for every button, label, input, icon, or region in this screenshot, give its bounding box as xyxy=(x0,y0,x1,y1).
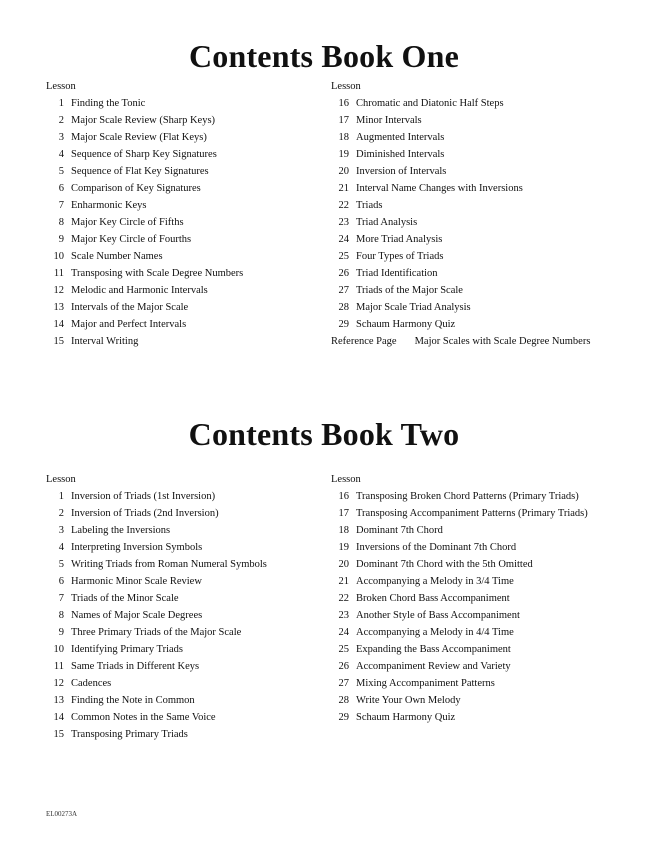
lesson-item xyxy=(46,675,267,692)
lesson-item xyxy=(46,624,267,641)
lesson-title: Cadences xyxy=(71,678,112,689)
lesson-number: 2 xyxy=(58,508,64,519)
lesson-number: 18 xyxy=(338,132,349,143)
lesson-number: 19 xyxy=(338,542,349,553)
lesson-number: 7 xyxy=(58,200,64,211)
lesson-number: 11 xyxy=(53,661,64,672)
lesson-header: Lesson xyxy=(46,81,76,92)
lesson-title: Broken Chord Bass Accompaniment xyxy=(356,593,510,604)
lesson-number: 14 xyxy=(53,712,64,723)
book-two-right-column xyxy=(331,471,588,726)
lesson-number: 24 xyxy=(338,627,349,638)
lesson-title: Accompanying a Melody in 3/4 Time xyxy=(356,576,514,587)
lesson-title: Minor Intervals xyxy=(356,115,422,126)
lesson-number: 21 xyxy=(338,576,349,587)
lesson-title: Transposing with Scale Degree Numbers xyxy=(71,268,244,279)
lesson-item xyxy=(46,95,243,112)
lesson-number: 2 xyxy=(58,115,64,126)
lesson-title: Harmonic Minor Scale Review xyxy=(71,576,202,587)
lesson-item xyxy=(331,299,621,316)
lesson-title: Mixing Accompaniment Patterns xyxy=(356,678,495,689)
lesson-item xyxy=(46,539,267,556)
lesson-title: Triad Identification xyxy=(356,268,438,279)
lesson-title: Triad Analysis xyxy=(356,217,418,228)
lesson-item xyxy=(46,265,243,282)
lesson-item xyxy=(331,607,588,624)
lesson-item xyxy=(331,522,588,539)
lesson-item xyxy=(331,265,621,282)
lesson-title: Identifying Primary Triads xyxy=(71,644,183,655)
lesson-number: 14 xyxy=(53,319,64,330)
lesson-item xyxy=(46,488,267,505)
lesson-title: Triads xyxy=(356,200,383,211)
lesson-item xyxy=(46,163,243,180)
lesson-number: 6 xyxy=(58,183,64,194)
lesson-item xyxy=(331,488,588,505)
lesson-item xyxy=(46,129,243,146)
lesson-number: 25 xyxy=(338,644,349,655)
lesson-item xyxy=(46,556,267,573)
lesson-title: Major Scale Triad Analysis xyxy=(356,302,471,313)
lesson-item xyxy=(46,333,243,350)
lesson-title: Same Triads in Different Keys xyxy=(71,661,200,672)
lesson-title: Inversion of Triads (1st Inversion) xyxy=(71,491,216,502)
lesson-title: Scale Number Names xyxy=(71,251,163,262)
lesson-title: Melodic and Harmonic Intervals xyxy=(71,285,208,296)
lesson-item xyxy=(331,146,621,163)
lesson-number: 10 xyxy=(53,251,64,262)
footer-catalog-code: EL00273A xyxy=(46,810,78,818)
lesson-number: 9 xyxy=(58,627,64,638)
lesson-number: 6 xyxy=(58,576,64,587)
lesson-number: 23 xyxy=(338,610,349,621)
lesson-item xyxy=(331,163,621,180)
lesson-item xyxy=(331,316,621,333)
lesson-number: 21 xyxy=(338,183,349,194)
lesson-item xyxy=(331,282,621,299)
lesson-title: Finding the Note in Common xyxy=(71,695,195,706)
lesson-item xyxy=(46,316,243,333)
lesson-item xyxy=(46,180,243,197)
lesson-item xyxy=(331,658,588,675)
lesson-number: 27 xyxy=(338,285,349,296)
lesson-title: Transposing Accompaniment Patterns (Primary Triads) xyxy=(356,508,588,519)
lesson-title: Inversion of Intervals xyxy=(356,166,447,177)
lesson-title: Accompanying a Melody in 4/4 Time xyxy=(356,627,514,638)
lesson-number: 18 xyxy=(338,525,349,536)
lesson-header: Lesson xyxy=(46,474,76,485)
lesson-title: Sequence of Sharp Key Signatures xyxy=(71,149,217,160)
lesson-title: Inversion of Triads (2nd Inversion) xyxy=(71,508,219,519)
lesson-item xyxy=(331,539,588,556)
lesson-item xyxy=(331,590,588,607)
book-one-left-column xyxy=(46,78,243,350)
lesson-item xyxy=(331,95,621,112)
lesson-number: 3 xyxy=(58,132,64,143)
lesson-item xyxy=(331,112,621,129)
lesson-number: 28 xyxy=(338,695,349,706)
lesson-item xyxy=(331,129,621,146)
lesson-number: 15 xyxy=(53,336,64,347)
lesson-number: 8 xyxy=(58,610,64,621)
lesson-item xyxy=(46,726,267,743)
lesson-title: Intervals of the Major Scale xyxy=(71,302,189,313)
reference-page-label: Reference Page xyxy=(331,336,397,347)
lesson-title: Finding the Tonic xyxy=(71,98,146,109)
lesson-number: 17 xyxy=(338,508,349,519)
lesson-item xyxy=(46,573,267,590)
lesson-number: 13 xyxy=(53,695,64,706)
lesson-number: 16 xyxy=(338,98,349,109)
reference-page-line xyxy=(331,333,621,350)
lesson-header: Lesson xyxy=(331,81,361,92)
lesson-number: 22 xyxy=(338,200,349,211)
lesson-number: 22 xyxy=(338,593,349,604)
lesson-number: 10 xyxy=(53,644,64,655)
lesson-item xyxy=(46,607,267,624)
lesson-item xyxy=(331,180,621,197)
lesson-item xyxy=(331,573,588,590)
lesson-title: Dominant 7th Chord with the 5th Omitted xyxy=(356,559,533,570)
book-one-right-column xyxy=(331,78,621,350)
lesson-number: 26 xyxy=(338,268,349,279)
lesson-title: Major Key Circle of Fourths xyxy=(71,234,192,245)
lesson-number: 19 xyxy=(338,149,349,160)
lesson-number: 29 xyxy=(338,712,349,723)
lesson-number: 9 xyxy=(58,234,64,245)
lesson-number: 12 xyxy=(53,285,64,296)
lesson-number: 17 xyxy=(338,115,349,126)
lesson-number: 5 xyxy=(58,559,64,570)
lesson-number: 12 xyxy=(53,678,64,689)
lesson-item xyxy=(46,709,267,726)
lesson-title: Another Style of Bass Accompaniment xyxy=(356,610,520,621)
lesson-number: 26 xyxy=(338,661,349,672)
lesson-number: 4 xyxy=(58,542,64,553)
lesson-title: Names of Major Scale Degrees xyxy=(71,610,203,621)
lesson-title: Dominant 7th Chord xyxy=(356,525,443,536)
lesson-title: Accompaniment Review and Variety xyxy=(356,661,511,672)
lesson-title: Common Notes in the Same Voice xyxy=(71,712,216,723)
lesson-title: Interpreting Inversion Symbols xyxy=(71,542,203,553)
lesson-item xyxy=(46,658,267,675)
lesson-number: 1 xyxy=(58,491,64,502)
lesson-item xyxy=(46,522,267,539)
lesson-number: 13 xyxy=(53,302,64,313)
lesson-number: 8 xyxy=(58,217,64,228)
lesson-title: Major and Perfect Intervals xyxy=(71,319,187,330)
lesson-title: Triads of the Minor Scale xyxy=(71,593,179,604)
lesson-header: Lesson xyxy=(331,474,361,485)
lesson-title: Interval Writing xyxy=(71,336,139,347)
lesson-number: 11 xyxy=(53,268,64,279)
lesson-title: Schaum Harmony Quiz xyxy=(356,319,456,330)
lesson-title: Schaum Harmony Quiz xyxy=(356,712,456,723)
lesson-item xyxy=(46,248,243,265)
lesson-number: 7 xyxy=(58,593,64,604)
lesson-item xyxy=(331,692,588,709)
lesson-number: 24 xyxy=(338,234,349,245)
lesson-title: Major Key Circle of Fifths xyxy=(71,217,184,228)
lesson-item xyxy=(46,231,243,248)
lesson-item xyxy=(331,675,588,692)
lesson-title: Augmented Intervals xyxy=(356,132,445,143)
lesson-number: 3 xyxy=(58,525,64,536)
lesson-number: 5 xyxy=(58,166,64,177)
lesson-item xyxy=(331,197,621,214)
lesson-title: Write Your Own Melody xyxy=(356,695,461,706)
lesson-item xyxy=(46,282,243,299)
lesson-item xyxy=(46,146,243,163)
lesson-title: Transposing Primary Triads xyxy=(71,729,188,740)
lesson-number: 1 xyxy=(58,98,64,109)
lesson-item xyxy=(46,590,267,607)
lesson-title: Transposing Broken Chord Patterns (Primary Triads) xyxy=(356,491,579,502)
lesson-title: Enharmonic Keys xyxy=(71,200,147,211)
lesson-item xyxy=(46,505,267,522)
lesson-title: Major Scale Review (Flat Keys) xyxy=(71,132,207,143)
lesson-item xyxy=(331,214,621,231)
lesson-title: Four Types of Triads xyxy=(356,251,444,262)
lesson-number: 25 xyxy=(338,251,349,262)
lesson-number: 28 xyxy=(338,302,349,313)
lesson-item xyxy=(46,299,243,316)
lesson-item xyxy=(331,624,588,641)
lesson-item xyxy=(331,641,588,658)
lesson-title: Comparison of Key Signatures xyxy=(71,183,201,194)
lesson-number: 29 xyxy=(338,319,349,330)
book-one-title: Contents Book One xyxy=(188,38,460,74)
lesson-title: Triads of the Major Scale xyxy=(356,285,463,296)
lesson-title: Inversions of the Dominant 7th Chord xyxy=(356,542,517,553)
lesson-title: Interval Name Changes with Inversions xyxy=(356,183,523,194)
lesson-title: Sequence of Flat Key Signatures xyxy=(71,166,209,177)
lesson-item xyxy=(331,556,588,573)
lesson-number: 4 xyxy=(58,149,64,160)
book-two-left-column xyxy=(46,471,267,743)
lesson-item xyxy=(46,112,243,129)
lesson-title: More Triad Analysis xyxy=(356,234,443,245)
lesson-title: Expanding the Bass Accompaniment xyxy=(356,644,511,655)
lesson-number: 27 xyxy=(338,678,349,689)
lesson-item xyxy=(331,248,621,265)
lesson-title: Writing Triads from Roman Numeral Symbols xyxy=(71,559,267,570)
lesson-title: Diminished Intervals xyxy=(356,149,445,160)
lesson-title: Chromatic and Diatonic Half Steps xyxy=(356,98,504,109)
lesson-number: 23 xyxy=(338,217,349,228)
lesson-title: Labeling the Inversions xyxy=(71,525,171,536)
lesson-title: Major Scale Review (Sharp Keys) xyxy=(71,115,216,126)
lesson-item xyxy=(331,709,588,726)
lesson-number: 16 xyxy=(338,491,349,502)
lesson-title: Three Primary Triads of the Major Scale xyxy=(71,627,242,638)
lesson-item xyxy=(46,197,243,214)
lesson-item xyxy=(331,231,621,248)
reference-page-title: Major Scales with Scale Degree Numbers xyxy=(414,336,591,347)
lesson-item xyxy=(46,641,267,658)
book-two-title: Contents Book Two xyxy=(188,416,460,452)
lesson-number: 20 xyxy=(338,166,349,177)
lesson-item xyxy=(331,505,588,522)
lesson-item xyxy=(46,692,267,709)
lesson-number: 20 xyxy=(338,559,349,570)
lesson-number: 15 xyxy=(53,729,64,740)
lesson-item xyxy=(46,214,243,231)
